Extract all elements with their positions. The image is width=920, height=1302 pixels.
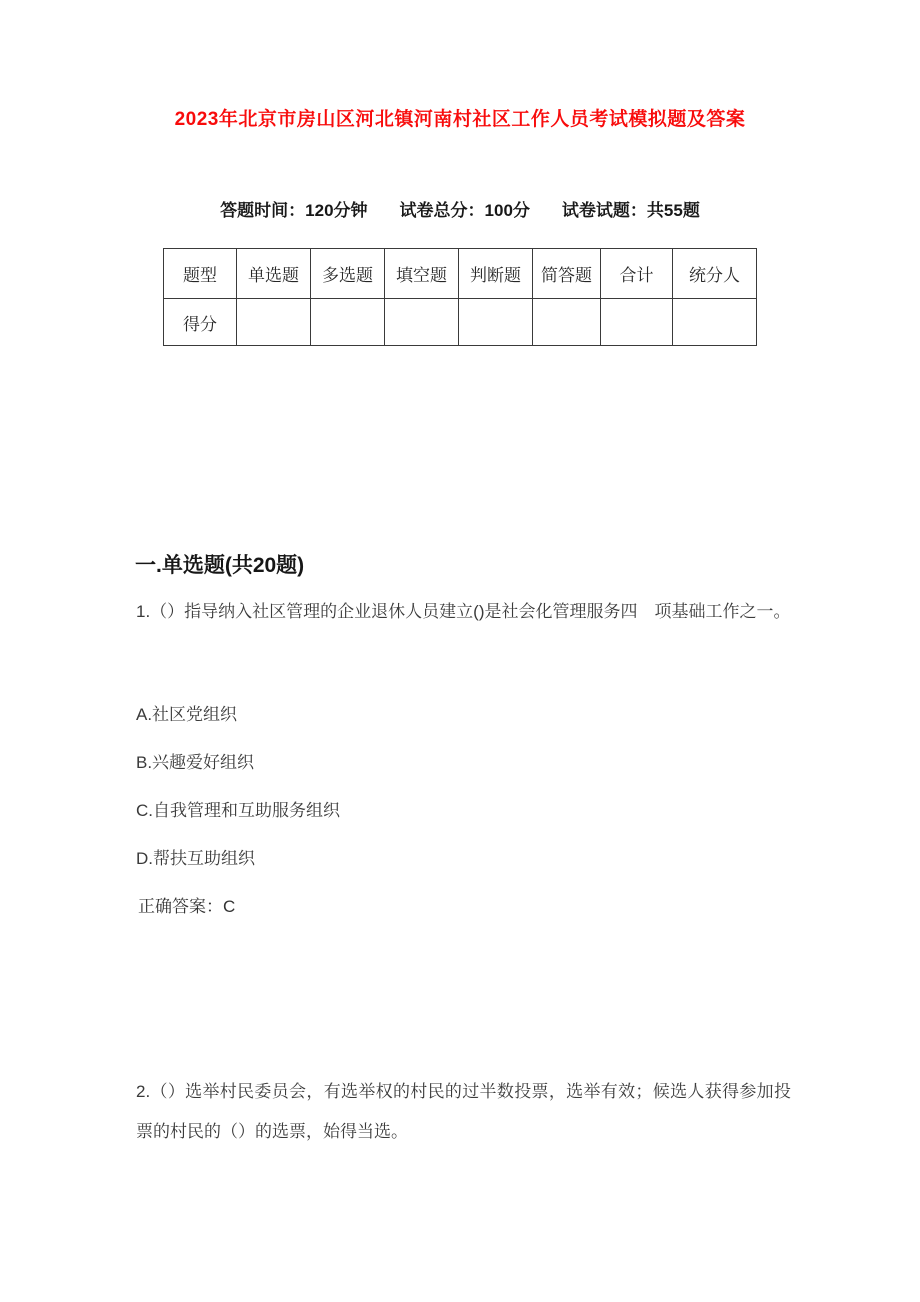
score-cell-empty bbox=[385, 299, 459, 346]
score-table-header-row bbox=[164, 249, 757, 299]
exam-question-count: 试卷试题：共55题 bbox=[561, 201, 700, 220]
score-cell-empty bbox=[533, 299, 601, 346]
header-cell-scorer: 统分人 bbox=[673, 249, 757, 299]
score-cell-empty bbox=[601, 299, 673, 346]
question-1-option-a: A.社区党组织 bbox=[136, 705, 238, 724]
question-1-option-b: B.兴趣爱好组织 bbox=[136, 753, 255, 772]
question-2-text: 2.（）选举村民委员会，有选举权的村民的过半数投票，选举有效；候选人获得参加投票的村民的（）的选票，始得当选。 bbox=[136, 1082, 791, 1141]
header-cell-fill-blank: 填空题 bbox=[385, 249, 459, 299]
score-row-label: 得分 bbox=[164, 299, 237, 346]
header-cell-short-answer: 简答题 bbox=[533, 249, 601, 299]
question-1-correct-answer: 正确答案：C bbox=[138, 897, 236, 916]
score-cell-empty bbox=[673, 299, 757, 346]
section-heading-single-choice: 一.单选题(共20题) bbox=[135, 554, 305, 577]
document-title: 2023年北京市房山区河北镇河南村社区工作人员考试模拟题及答案 bbox=[174, 109, 746, 130]
header-cell-multi-choice: 多选题 bbox=[311, 249, 385, 299]
score-table-score-row bbox=[164, 299, 757, 346]
question-1-text: 1.（）指导纳入社区管理的企业退休人员建立()是社会化管理服务四 项基础工作之一。 bbox=[136, 602, 791, 621]
header-cell-question-type: 题型 bbox=[164, 249, 237, 299]
exam-info-line bbox=[0, 196, 920, 221]
header-cell-true-false: 判断题 bbox=[459, 249, 533, 299]
score-table bbox=[163, 248, 757, 346]
question-1-option-c: C.自我管理和互助服务组织 bbox=[136, 801, 340, 820]
question-1-option-d: D.帮扶互助组织 bbox=[136, 849, 255, 868]
score-cell-empty bbox=[311, 299, 385, 346]
header-cell-single-choice: 单选题 bbox=[237, 249, 311, 299]
score-cell-empty bbox=[237, 299, 311, 346]
header-cell-total: 合计 bbox=[601, 249, 673, 299]
exam-total-score: 试卷总分：100分 bbox=[399, 201, 530, 220]
score-cell-empty bbox=[459, 299, 533, 346]
exam-duration: 答题时间：120分钟 bbox=[220, 201, 368, 220]
